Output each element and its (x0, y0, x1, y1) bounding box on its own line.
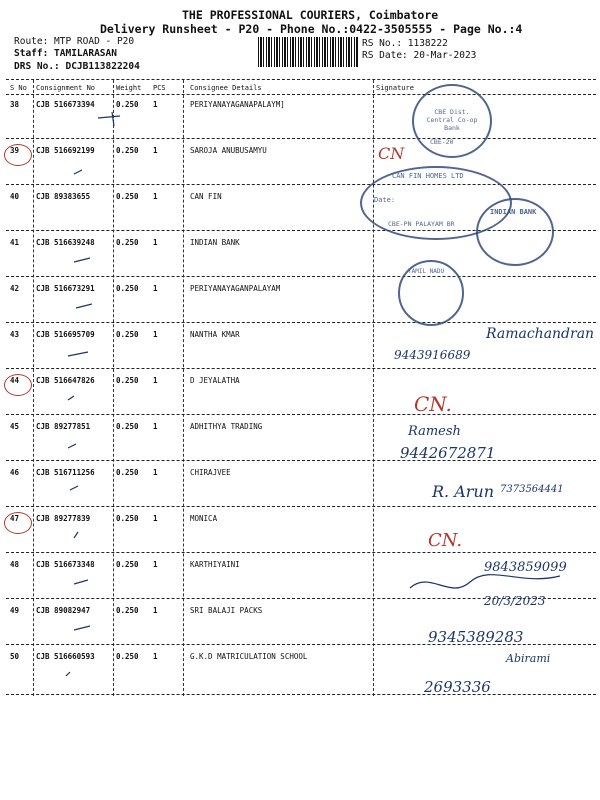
cell-consignment: CJB 516639248 (36, 238, 95, 247)
stamp-text: Date: (374, 196, 396, 204)
cell-weight: 0.250 (116, 468, 139, 477)
cell-consignment: CJB 516692199 (36, 146, 95, 155)
cell-pcs: 1 (153, 330, 158, 339)
cell-weight: 0.250 (116, 376, 139, 385)
cell-pcs: 1 (153, 560, 158, 569)
stamp-text: CBE Dist. Central Co-op Bank (426, 108, 478, 132)
col-weight: Weight (116, 84, 142, 92)
signature-row-45: Ramesh (408, 424, 461, 439)
phone-row-50: 2693336 (424, 678, 491, 696)
cell-sno: 44 (10, 376, 20, 385)
cell-consignee: SAROJA ANUBUSAMYU (190, 146, 267, 155)
signature-row-50: Abirami (506, 652, 551, 665)
cell-weight: 0.250 (116, 514, 139, 523)
cell-consignee: INDIAN BANK (190, 238, 240, 247)
cell-weight: 0.250 (116, 238, 139, 247)
cell-pcs: 1 (153, 192, 158, 201)
company-title: THE PROFESSIONAL COURIERS, Coimbatore (182, 8, 439, 22)
rs-date: RS Date: 20-Mar-2023 (362, 50, 477, 61)
cell-sno: 38 (10, 100, 20, 109)
cell-weight: 0.250 (116, 146, 139, 155)
cell-consignment: CJB 89277839 (36, 514, 91, 523)
cell-consignment: CJB 89277851 (36, 422, 91, 431)
staff-label: Staff: TAMILARASAN (14, 48, 117, 59)
cell-sno: 39 (10, 146, 20, 155)
cell-pcs: 1 (153, 238, 158, 247)
cell-consignee: G.K.D MATRICULATION SCHOOL (190, 652, 308, 661)
cell-pcs: 1 (153, 100, 158, 109)
cell-consignee: MONICA (190, 514, 218, 523)
cell-weight: 0.250 (116, 560, 139, 569)
cell-weight: 0.250 (116, 422, 139, 431)
cell-pcs: 1 (153, 284, 158, 293)
col-pcs: PCS (153, 84, 166, 92)
cell-consignment: CJB 516647826 (36, 376, 95, 385)
signature-row-39: CN (378, 144, 405, 163)
cell-weight: 0.250 (116, 100, 139, 109)
cell-consignee: NANTHA KMAR (190, 330, 240, 339)
phone-row-48: 9843859099 (484, 560, 567, 575)
signature-row-43: Ramachandran (486, 326, 595, 342)
phone-row-43: 9443916689 (394, 348, 471, 362)
cell-consignment: CJB 516711256 (36, 468, 95, 477)
cell-consignment: CJB 89082947 (36, 606, 91, 615)
runsheet-subtitle: Delivery Runsheet - P20 - Phone No.:0422-3505555 - Page No.:4 (100, 22, 523, 36)
cell-weight: 0.250 (116, 284, 139, 293)
cell-sno: 48 (10, 560, 20, 569)
cell-pcs: 1 (153, 606, 158, 615)
cell-weight: 0.250 (116, 330, 139, 339)
cell-sno: 41 (10, 238, 20, 247)
cell-sno: 40 (10, 192, 20, 201)
stamp-text: CBE-PN PALAYAM BR (388, 220, 455, 228)
cell-pcs: 1 (153, 422, 158, 431)
cell-consignment: CJB 516673348 (36, 560, 95, 569)
cell-consignee: PERIYANAYAGANAPALAYM] (190, 100, 285, 109)
cell-consignee: CAN FIN (190, 192, 222, 201)
cell-pcs: 1 (153, 652, 158, 661)
cell-consignment: CJB 516673394 (36, 100, 95, 109)
cell-sno: 49 (10, 606, 20, 615)
cell-sno: 46 (10, 468, 20, 477)
cell-consignee: PERIYANAYAGANPALAYAM (190, 284, 281, 293)
signature-row-46: R. Arun (432, 482, 495, 501)
col-sno: S No (10, 84, 27, 92)
cell-consignee: CHIRAJVEE (190, 468, 231, 477)
phone-row-46: 7373564441 (500, 484, 564, 495)
col-signature: Signature (376, 84, 414, 92)
cell-weight: 0.250 (116, 606, 139, 615)
cell-pcs: 1 (153, 376, 158, 385)
cell-pcs: 1 (153, 514, 158, 523)
cell-weight: 0.250 (116, 192, 139, 201)
cell-sno: 43 (10, 330, 20, 339)
col-consignee: Consignee Details (190, 84, 262, 92)
phone-row-45: 9442672871 (400, 444, 496, 462)
cell-sno: 47 (10, 514, 20, 523)
stamp-text: TAMIL NADU (408, 268, 445, 275)
stamp-text: CBE-20 (430, 138, 454, 146)
stamp-text: INDIAN BANK (490, 208, 537, 216)
route-label: Route: MTP ROAD - P20 (14, 36, 135, 47)
signature-row-44: CN. (414, 392, 452, 416)
cell-pcs: 1 (153, 468, 158, 477)
cell-consignment: CJB 516673291 (36, 284, 95, 293)
cell-consignee: ADHITHYA TRADING (190, 422, 263, 431)
cell-consignee: SRI BALAJI PACKS (190, 606, 263, 615)
date-row-48: 20/3/2023 (484, 594, 546, 608)
col-consignment: Consignment No (36, 84, 96, 92)
cell-consignment: CJB 516695709 (36, 330, 95, 339)
cell-weight: 0.250 (116, 652, 139, 661)
cell-sno: 50 (10, 652, 20, 661)
cell-consignment: CJB 516660593 (36, 652, 95, 661)
cell-consignee: D JEYALATHA (190, 376, 240, 385)
cell-sno: 45 (10, 422, 20, 431)
signature-row-47: CN. (428, 530, 463, 551)
rs-number: RS No.: 1138222 (362, 38, 448, 49)
cell-consignment: CJB 89383655 (36, 192, 91, 201)
phone-row-49: 9345389283 (428, 628, 524, 646)
cell-sno: 42 (10, 284, 20, 293)
cell-pcs: 1 (153, 146, 158, 155)
stamp-text: CAN FIN HOMES LTD (392, 172, 464, 180)
drs-number: DRS No.: DCJB113822204 (14, 61, 140, 72)
cell-consignee: KARTHIYAINI (190, 560, 240, 569)
